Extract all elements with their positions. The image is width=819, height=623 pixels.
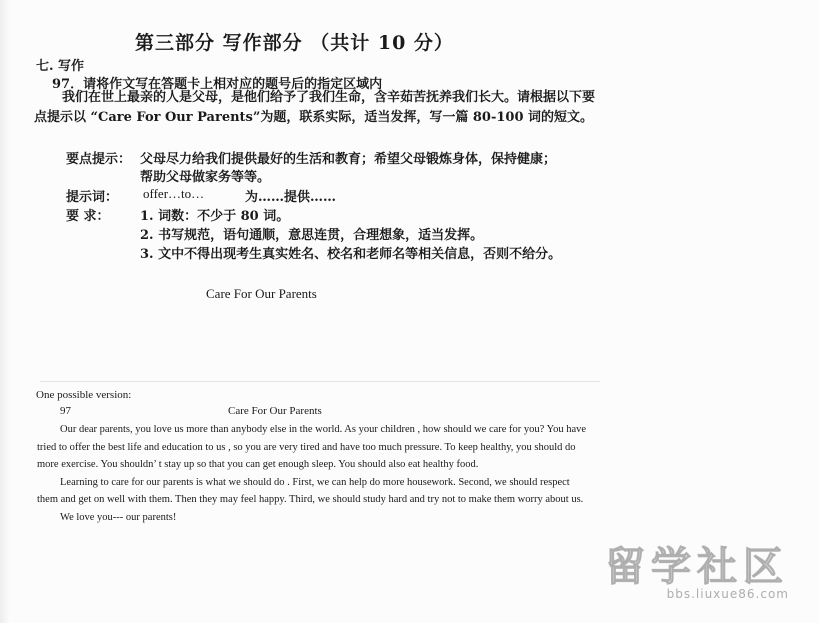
site-watermark (605, 544, 789, 601)
points-line-1: 父母尽力给我们提供最好的生活和教育；希望父母锻炼身体，保持健康； (140, 152, 557, 167)
essay-paragraph: Learning to care for our parents is what we should do . First, we can help do more housework. Second, we should respect them and get on well with them. Then they may feel happy. Third, we should study hard and try not to make them worry about us. (37, 476, 584, 506)
sample-version-label: One possible version: (36, 389, 132, 401)
scan-edge-shadow (0, 0, 10, 623)
hint-label: 提示词： (66, 190, 119, 205)
requirement-item: 3. 文中不得出现考生真实姓名、校名和老师名等相关信息，否则不给分。 (140, 247, 562, 262)
requirement-item: 2. 书写规范，语句通顺，意思连贯，合理想象，适当发挥。 (140, 228, 484, 243)
requirement-item: 1. 词数：不少于 80 词。 (140, 209, 290, 224)
sample-essay (37, 421, 587, 527)
points-line-2: 帮助父母做家务等等。 (140, 170, 271, 185)
essay-paragraph: We love you--- our parents! (60, 511, 177, 523)
sample-question-number: 97 (60, 405, 71, 417)
points-label: 要点提示： (66, 152, 132, 167)
section-label: 七. 写作 (36, 59, 85, 74)
hint-chinese: 为……提供…… (245, 190, 337, 205)
question-instruction: 97．请将作文写在答题卡上相对应的题号后的指定区域内 (52, 77, 383, 92)
essay-paragraph: Our dear parents, you love us more than anybody else in the world. As your children , how should we care for you? You have tried to offer the best life and education to us , so you are very tired and have too much pressure. To keep healthy, you should do more exercise. You shouldn’ t stay up so that you can get enough sleep. You should also eat healthy food. (37, 424, 587, 471)
hint-english: offer…to… (143, 186, 205, 201)
part-title: 第三部分 写作部分 （共计 10 分） (135, 32, 454, 54)
sample-essay-title: Care For Our Parents (228, 405, 322, 417)
essay-title-prompt: Care For Our Parents (206, 286, 317, 301)
section-divider (40, 381, 600, 382)
requirements-label: 要 求： (66, 209, 110, 224)
watermark-url: bbs.liuxue86.com (666, 587, 789, 601)
question-prompt: 我们在世上最亲的人是父母，是他们给予了我们生命，含辛茹苦抚养我们长大。请根据以下要点提示以 “Care For Our Parents”为题，联系实际，适当发挥，写一篇 80-100 词的短文。 (34, 90, 596, 125)
watermark-logo-text: 留学社区 (605, 544, 789, 590)
